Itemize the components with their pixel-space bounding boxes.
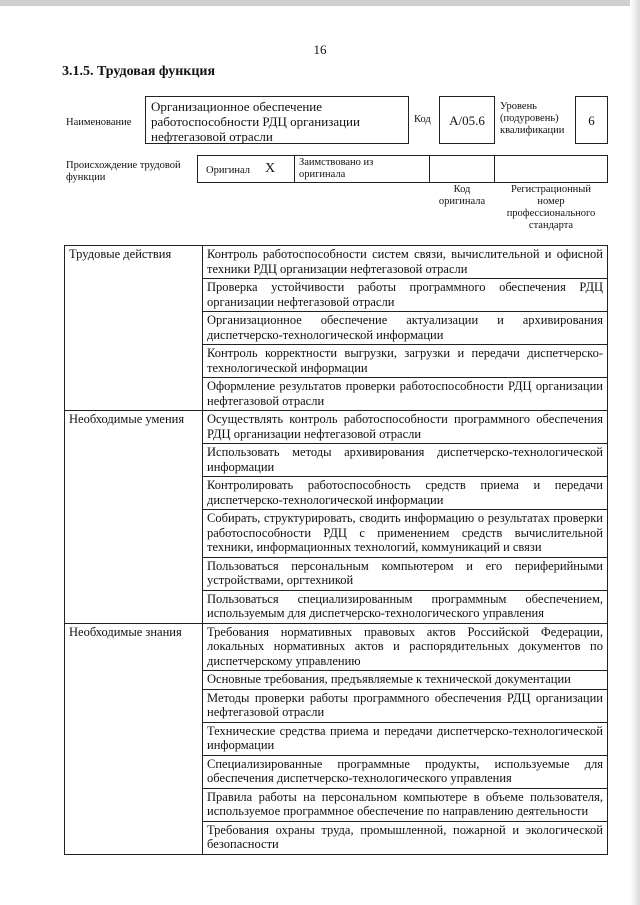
reg-caption-line-2: номер <box>537 196 565 207</box>
reg-caption-line-4: стандарта <box>528 220 574 231</box>
code-label: Код <box>414 114 431 125</box>
table-cell: Проверка устойчивости работы программного обеспечения РДЦ организации нефтегазовой отрасли <box>203 279 608 312</box>
name-box <box>145 96 409 144</box>
name-line-1: Организационное обеспечение <box>151 99 323 114</box>
section-title: 3.1.5. Трудовая функция <box>62 64 216 79</box>
table-cell: Использовать методы архивирования диспетчерско-технологической информации <box>203 444 608 477</box>
code-caption-line-2: оригинала <box>438 196 486 207</box>
page-right-edge <box>630 0 640 905</box>
original-code-box <box>429 155 495 183</box>
section-title-actions: Трудовые действия <box>65 246 203 411</box>
level-label-line-3: квалификации <box>500 125 565 136</box>
table-row <box>65 246 608 279</box>
code-box <box>439 96 495 144</box>
origin-label-line-2: функции <box>66 172 106 183</box>
borrowed-box <box>294 155 430 183</box>
name-label: Наименование <box>66 117 132 128</box>
origin-label <box>66 160 181 184</box>
level-label <box>500 101 564 137</box>
name-line-3: нефтегазовой отрасли <box>151 129 273 144</box>
original-label: Оригинал <box>206 165 250 176</box>
table-cell: Оформление результатов проверки работоспособности РДЦ организации нефтегазовой отрасли <box>203 378 608 411</box>
table-cell: Правила работы на персональном компьютере в объеме пользователя, используемое программное обеспечение по направлению деятельности <box>203 788 608 821</box>
reg-caption-line-1: Регистрационный <box>511 184 591 195</box>
table-cell: Технические средства приема и передачи диспетчерско-технологической информации <box>203 722 608 755</box>
code-caption-line-1: Код <box>453 184 471 195</box>
table-cell: Контроль корректности выгрузки, загрузки и передачи диспетчерско-технологической информации <box>203 345 608 378</box>
table-row <box>65 411 608 444</box>
page-top-edge <box>0 0 640 6</box>
origin-label-line-1: Происхождение трудовой <box>66 160 181 171</box>
original-mark: X <box>265 161 276 176</box>
code-caption <box>429 184 495 208</box>
section-title-skills: Необходимые умения <box>65 411 203 624</box>
table-cell: Основные требования, предъявляемые к технической документации <box>203 671 608 690</box>
code-value: А/05.6 <box>449 113 485 128</box>
table-cell: Требования нормативных правовых актов Российской Федерации, локальных нормативных актов и распорядительных документов по диспетчерскому управлению <box>203 623 608 671</box>
level-label-line-2: (подуровень) <box>500 113 559 124</box>
table-cell: Пользоваться специализированным программным обеспечением, используемым для диспетчерско-технологического управления <box>203 590 608 623</box>
table-cell: Собирать, структурировать, сводить информацию о результатах проверки работоспособности РДЦ с применением средств вычислительной техники, информационных технологий, коммуникаций и связи <box>203 510 608 558</box>
table-row <box>65 623 608 671</box>
table-cell: Требования охраны труда, промышленной, пожарной и экологической безопасности <box>203 821 608 854</box>
name-line-2: работоспособности РДЦ организации <box>151 114 360 129</box>
borrowed-label-line-2: оригинала <box>299 169 346 180</box>
reg-number-box <box>494 155 608 183</box>
borrowed-label-line-1: Заимствовано из <box>299 157 374 168</box>
labor-function-table <box>64 245 608 855</box>
table-cell: Контроль работоспособности систем связи, вычислительной и офисной техники РДЦ организации нефтегазовой отрасли <box>203 246 608 279</box>
table-cell: Методы проверки работы программного обеспечения РДЦ организации нефтегазовой отрасли <box>203 689 608 722</box>
reg-caption-line-3: профессионального <box>506 208 596 219</box>
level-label-line-1: Уровень <box>500 101 537 112</box>
original-box <box>197 155 295 183</box>
table-cell: Осуществлять контроль работоспособности программного обеспечения РДЦ организации нефтегазовой отрасли <box>203 411 608 444</box>
table-cell: Контролировать работоспособность средств приема и передачи диспетчерско-технологической информации <box>203 477 608 510</box>
section-title-knowledge: Необходимые знания <box>65 623 203 854</box>
level-box <box>575 96 608 144</box>
level-value: 6 <box>588 113 595 128</box>
page-number: 16 <box>313 42 327 57</box>
reg-caption <box>494 184 608 232</box>
table-cell: Организационное обеспечение актуализации и архивирования диспетчерско-технологической информации <box>203 312 608 345</box>
table-cell: Пользоваться персональным компьютером и его периферийными устройствами, оргтехникой <box>203 557 608 590</box>
table-cell: Специализированные программные продукты, используемые для обеспечения диспетчерско-технологического управления <box>203 755 608 788</box>
